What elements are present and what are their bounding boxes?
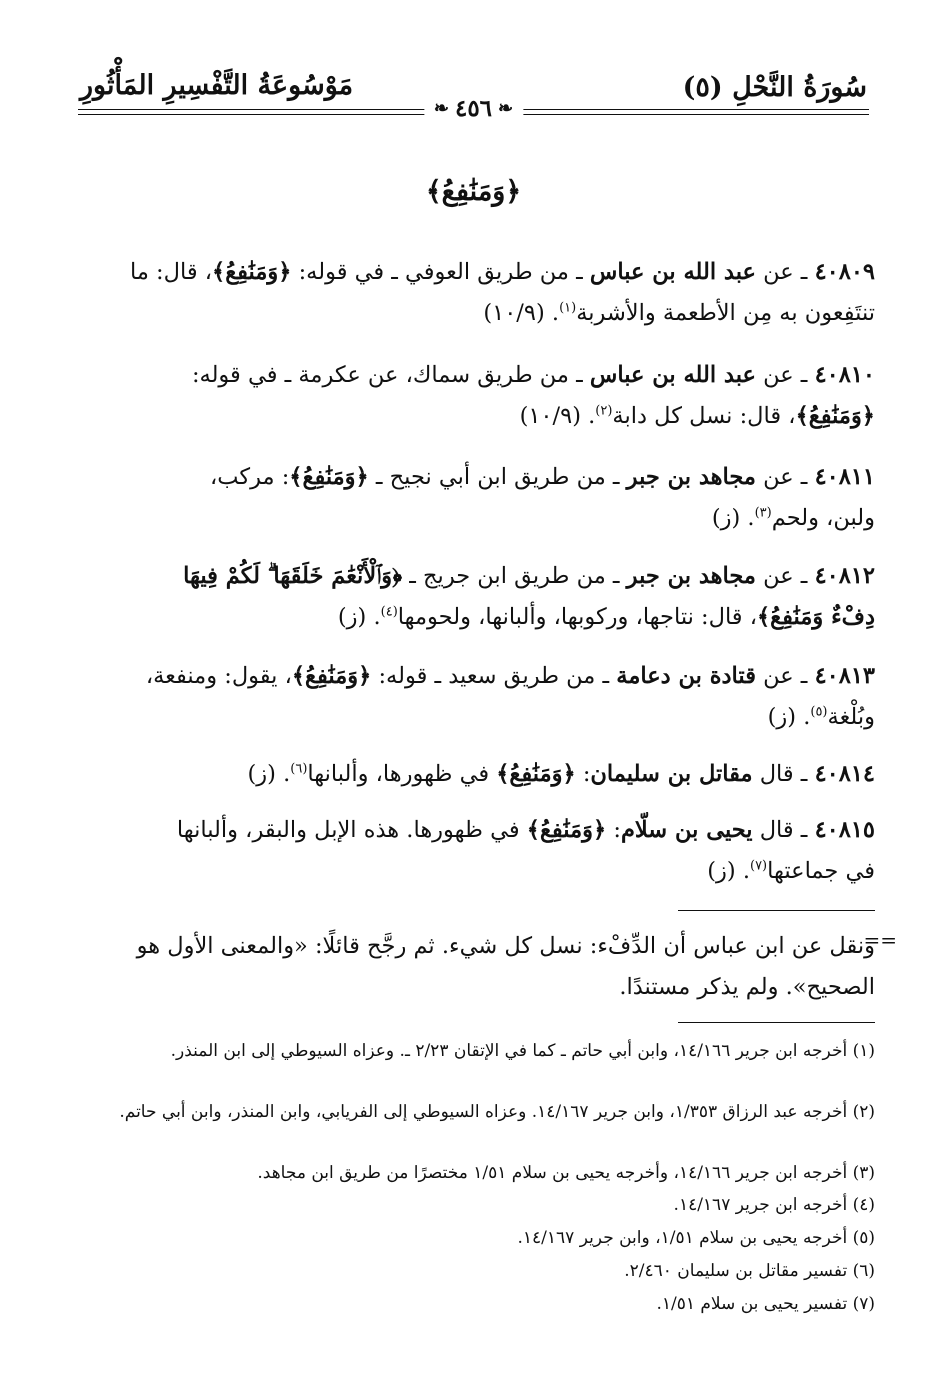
footnote-ref: (٧): [749, 858, 768, 874]
narrator-name: يحيى بن سلّام: [620, 817, 753, 843]
note-line: ونقل عن ابن عباس أن الدِّفْء: نسل كل شيء. ثم رجَّح قائلًا: «والمعنى الأول هو: [136, 933, 875, 959]
entry-number: ٤٠٨١٠: [814, 362, 875, 388]
ornament-icon: ❧: [433, 98, 449, 119]
running-header-book: مَوْسُوعَةُ التَّفْسِيرِ المَأْثُورِ: [80, 70, 354, 101]
footnote-3: (٣) أخرجه ابن جرير ١٤/١٦٦، وأخرجه يحيى بن سلام ١/٥١ مختصرًا من طريق ابن مجاهد.: [257, 1163, 875, 1183]
note-line: الصحيح». ولم يذكر مستندًا.: [619, 974, 875, 1000]
footnote-ref: (٦): [290, 761, 308, 777]
footnote-2: (٢) أخرجه عبد الرزاق ١/٣٥٣، وابن جرير ١٤/١٦٧. وعزاه السيوطي إلى الفريابي، وابن المنذر، وابن أبي حاتم.: [119, 1102, 875, 1122]
entry-line: ٤٠٨٠٩ ـ عن عبد الله بن عباس ـ من طريق العوفي ـ في قوله: ﴿وَمَنَٰفِعُ﴾، قال: ما: [130, 259, 875, 285]
entry-line: تنتَفِعون به مِن الأطعمة والأشربة$^{(١)}$. (١٠/٩): [483, 300, 875, 326]
quran-quote: ﴿وَمَنَٰفِعُ﴾: [526, 817, 607, 843]
footnote-ref: (٢): [595, 403, 613, 419]
running-header-chapter: سُورَةُ النَّحْلِ (٥): [682, 72, 867, 103]
narrator-name: مجاهد بن جبر: [626, 563, 756, 589]
entry-number: ٤٠٨١٥: [814, 817, 875, 843]
entry-number: ٤٠٨١٤: [814, 761, 875, 787]
footnote-separator: [678, 1022, 875, 1023]
footnote-ref: (٤): [380, 604, 398, 620]
footnote-5: (٥) أخرجه يحيى بن سلام ١/٥١، وابن جرير ١٤/١٦٧.: [517, 1228, 875, 1248]
entry-40814: [75, 754, 875, 795]
entry-number: ٤٠٨٠٩: [814, 259, 875, 285]
quran-quote: ﴿وَمَنَٰفِعُ﴾: [291, 663, 372, 689]
entry-40810: [75, 355, 875, 437]
narrator-name: عبد الله بن عباس: [589, 259, 756, 285]
narrator-name: قتادة بن دعامة: [616, 663, 756, 689]
footnote-ref: (٥): [810, 704, 828, 720]
entry-40809: [75, 252, 875, 334]
narrator-name: مجاهد بن جبر: [626, 464, 756, 490]
note-separator: [678, 910, 875, 911]
entry-line: ٤٠٨١٠ ـ عن عبد الله بن عباس ـ من طريق سماك، عن عكرمة ـ في قوله:: [191, 362, 875, 388]
entry-line: دِفْءٌ وَمَنَٰفِعُ﴾، قال: نتاجها، وركوبها، وألبانها، ولحومها$^{(٤)}$. (ز): [337, 604, 875, 630]
quran-quote: ﴿وَمَنَٰفِعُ﴾: [289, 464, 369, 490]
entry-line: ﴿وَمَنَٰفِعُ﴾، قال: نسل كل دابة$^{(٢)}$. (١٠/٩): [519, 403, 875, 429]
ornament-icon: ❧: [498, 98, 514, 119]
entry-40813: [75, 656, 875, 738]
entry-line: ٤٠٨١٤ ـ قال مقاتل بن سليمان: ﴿وَمَنَٰفِعُ﴾ في ظهورها، وألبانها$^{(٦)}$. (ز): [247, 761, 875, 787]
entry-line: وبُلْغة$^{(٥)}$. (ز): [767, 704, 875, 730]
footnote-1: (١) أخرجه ابن جرير ١٤/١٦٦، وابن أبي حاتم ـ كما في الإتقان ٢/٢٣ ـ. وعزاه السيوطي إلى ابن المنذر.: [170, 1041, 875, 1061]
entry-40811: [75, 457, 875, 539]
footnote-7: (٧) تفسير يحيى بن سلام ١/٥١.: [656, 1294, 875, 1314]
footnote-ref: (٣): [754, 505, 772, 521]
entry-line: في جماعتها$^{(٧)}$. (ز): [707, 858, 875, 884]
continuation-mark: ==: [863, 928, 897, 952]
footnote-6: (٦) تفسير مقاتل بن سليمان ٢/٤٦٠.: [624, 1261, 875, 1281]
footnote-ref: (١): [559, 300, 577, 316]
quran-quote: ﴿وَمَنَٰفِعُ﴾: [496, 761, 576, 787]
footnote-4: (٤) أخرجه ابن جرير ١٤/١٦٧.: [673, 1195, 875, 1215]
page-number-box: [424, 95, 523, 122]
section-title: ﴿وَمَنَٰفِعُ﴾: [425, 176, 522, 207]
continuation-note: [75, 926, 875, 1008]
entry-40815: [75, 810, 875, 892]
entry-number: ٤٠٨١٣: [814, 663, 875, 689]
page-number: ٤٥٦: [454, 95, 493, 122]
entry-line: ٤٠٨١٢ ـ عن مجاهد بن جبر ـ من طريق ابن جريج ـ ﴿وَٱلْأَنْعَٰمَ خَلَقَهَا ۗ لَكُمْ فِيهَا: [183, 563, 875, 589]
entry-line: ٤٠٨١٥ ـ قال يحيى بن سلّام: ﴿وَمَنَٰفِعُ﴾ في ظهورها. هذه الإبل والبقر، وألبانها: [176, 817, 875, 843]
entry-line: ٤٠٨١٣ ـ عن قتادة بن دعامة ـ من طريق سعيد ـ قوله: ﴿وَمَنَٰفِعُ﴾، يقول: ومنفعة،: [145, 663, 875, 689]
entry-40812: [75, 556, 875, 638]
quran-quote: ﴿وَمَنَٰفِعُ﴾: [212, 259, 292, 285]
narrator-name: عبد الله بن عباس: [589, 362, 756, 388]
entry-line: ولبن، ولحم$^{(٣)}$. (ز): [711, 505, 875, 531]
quran-quote: ﴿وَٱلْأَنْعَٰمَ خَلَقَهَا ۗ لَكُمْ فِيهَا: [183, 563, 403, 589]
entry-number: ٤٠٨١١: [814, 464, 875, 490]
narrator-name: مقاتل بن سليمان: [590, 761, 753, 787]
entry-number: ٤٠٨١٢: [814, 563, 875, 589]
entry-line: ٤٠٨١١ ـ عن مجاهد بن جبر ـ من طريق ابن أبي نجيح ـ ﴿وَمَنَٰفِعُ﴾: مركب،: [210, 464, 875, 490]
quran-quote: ﴿وَمَنَٰفِعُ﴾: [795, 403, 875, 429]
quran-quote: دِفْءٌ وَمَنَٰفِعُ﴾: [756, 604, 875, 630]
